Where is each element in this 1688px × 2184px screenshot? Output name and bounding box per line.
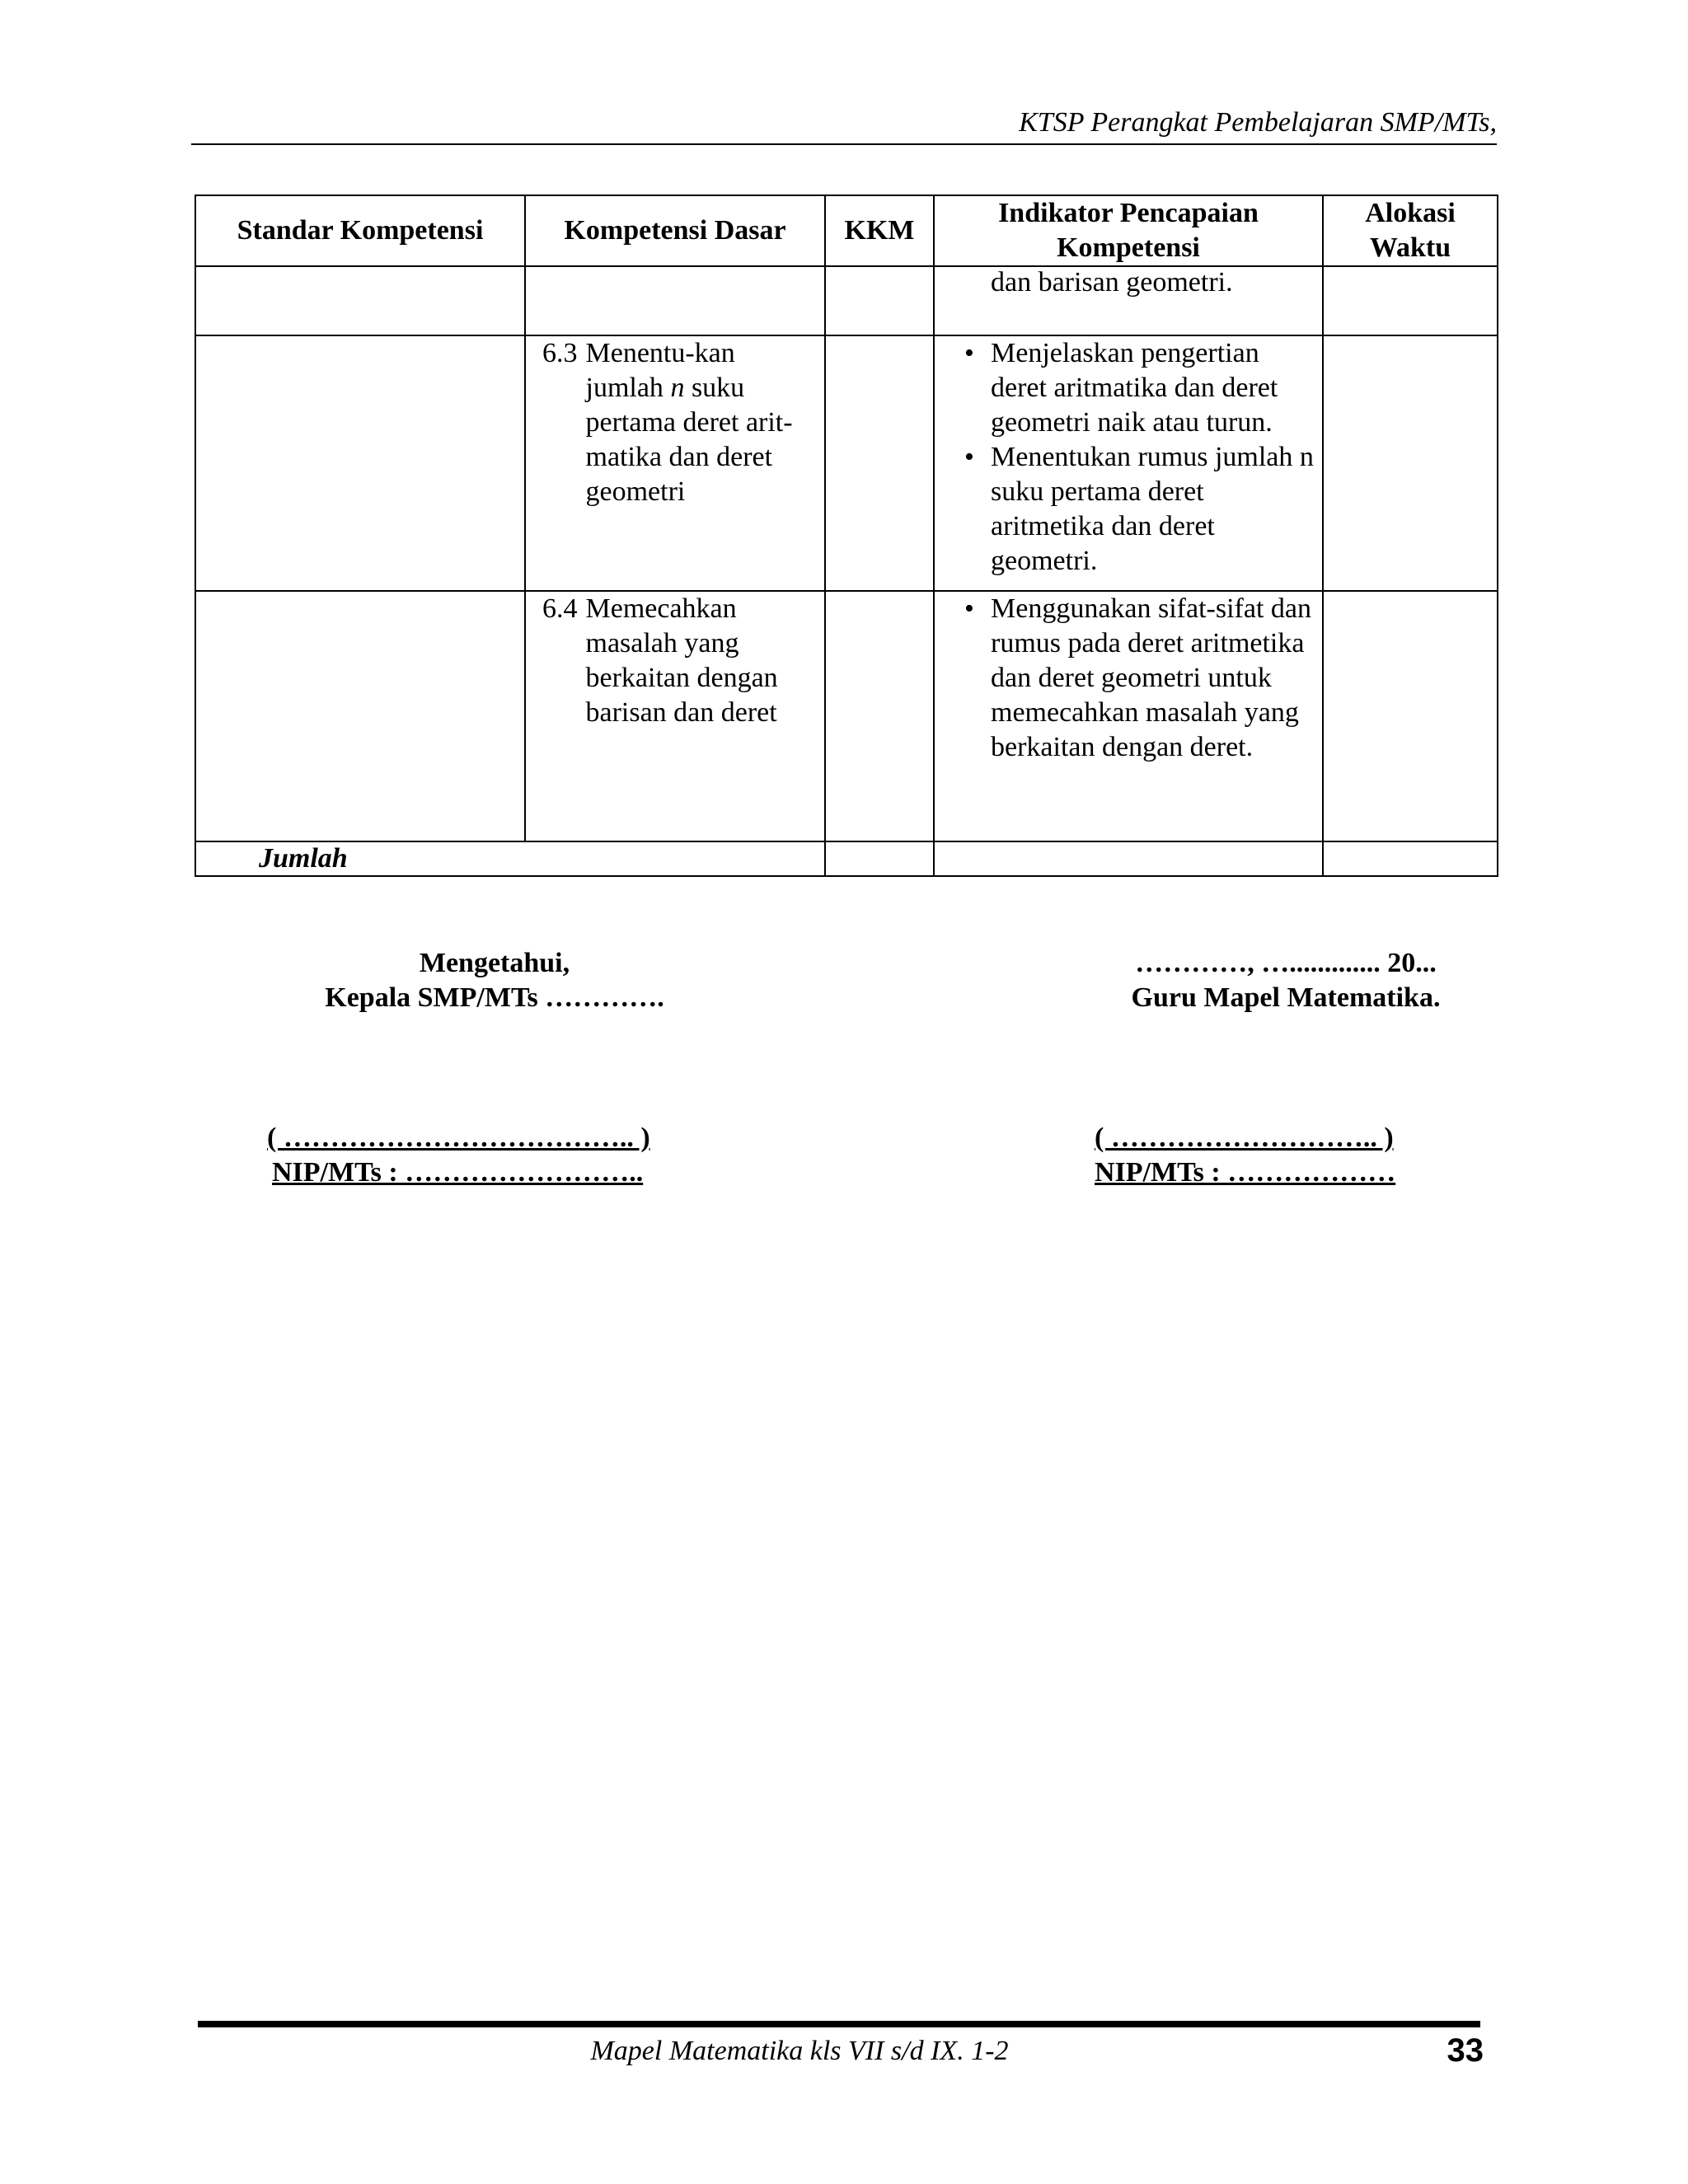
indicator-item: • Menggunakan sifat-sifat dan rumus pada deret aritmetika dan deret geometri untuk memecahkan masalah yang berkaitan dengan deret. [964, 592, 1314, 765]
cell-kd [525, 591, 825, 841]
indicator-list [935, 336, 1322, 579]
footer-text: Mapel Matematika kls VII s/d IX. 1-2 [590, 2036, 1009, 2066]
page-number: 33 [1447, 2032, 1484, 2069]
cell-kkm [825, 335, 934, 591]
signature-block-teacher [1039, 946, 1533, 1015]
header-rule [191, 143, 1497, 145]
sig-left-name: ( ……………………………….. ) [267, 1122, 650, 1153]
cell-alokasi [1323, 591, 1498, 841]
sig-right-line2: Guru Mapel Matematika. [1131, 982, 1441, 1013]
table-row-kd-6-4 [195, 591, 1498, 841]
cell-total-label [195, 841, 825, 876]
cell-alokasi [1323, 266, 1498, 335]
running-header: KTSP Perangkat Pembelajaran SMP/MTs, [1019, 107, 1497, 138]
sig-left-line2: Kepala SMP/MTs …………. [325, 982, 664, 1013]
continued-indicator-text: dan barisan geometri. [991, 267, 1233, 298]
cell-sk [195, 266, 525, 335]
col-header-alokasi-waktu: Alokasi Waktu [1323, 195, 1498, 266]
table-row-kd-6-3 [195, 335, 1498, 591]
indicator-item: • Menjelaskan pengertian deret aritmatika dan deret geometri naik atau turun. [964, 336, 1314, 440]
cell-sk [195, 335, 525, 591]
kd-text-part: suku pertama deret arit-matika dan deret geometri [585, 373, 793, 507]
kd-description [586, 336, 817, 509]
cell-alokasi [1323, 335, 1498, 591]
syllabus-table [195, 194, 1498, 877]
col-header-standar-kompetensi: Standar Kompetensi [195, 195, 525, 266]
sig-right-name: ( ……………………….. ) [1095, 1122, 1394, 1153]
kd-number: 6.4 [542, 593, 578, 624]
indicator-item: • Menentukan rumus jumlah n suku pertama deret aritmetika dan deret geometri. [964, 440, 1314, 579]
indicator-list [935, 592, 1322, 765]
table-header-row [195, 195, 1498, 266]
table-row-total [195, 841, 1498, 876]
kd-italic-n: n [670, 373, 685, 403]
footer-rule [198, 2021, 1480, 2027]
sig-right-nip: NIP/MTs : ……………… [1095, 1157, 1396, 1188]
cell-indikator [934, 266, 1323, 335]
kd-item [526, 592, 824, 730]
sig-left-line1: Mengetahui, [419, 948, 570, 978]
col-header-kkm: KKM [825, 195, 934, 266]
cell-total-indikator [934, 841, 1323, 876]
kd-description: Memecahkan masalah yang berkaitan dengan barisan dan deret [585, 593, 778, 728]
cell-indikator [934, 335, 1323, 591]
col-header-kompetensi-dasar: Kompetensi Dasar [525, 195, 825, 266]
cell-kd [525, 335, 825, 591]
sig-left-nip: NIP/MTs : …………………….. [272, 1157, 644, 1188]
signature-block-headmaster [247, 946, 742, 1015]
cell-indikator [934, 591, 1323, 841]
kd-item [526, 336, 824, 509]
cell-total-alokasi [1323, 841, 1498, 876]
kd-text-part: Menentu-kan jumlah [585, 338, 735, 403]
table-row-continuation [195, 266, 1498, 335]
cell-sk [195, 591, 525, 841]
kd-number: 6.3 [542, 338, 578, 368]
sig-right-line1: …………, …............. 20... [1135, 948, 1437, 978]
col-header-indikator: Indikator Pencapaian Kompetensi [934, 195, 1323, 266]
total-label: Jumlah [259, 843, 348, 874]
cell-kkm [825, 266, 934, 335]
cell-kd [525, 266, 825, 335]
cell-kkm [825, 591, 934, 841]
cell-total-kkm [825, 841, 934, 876]
